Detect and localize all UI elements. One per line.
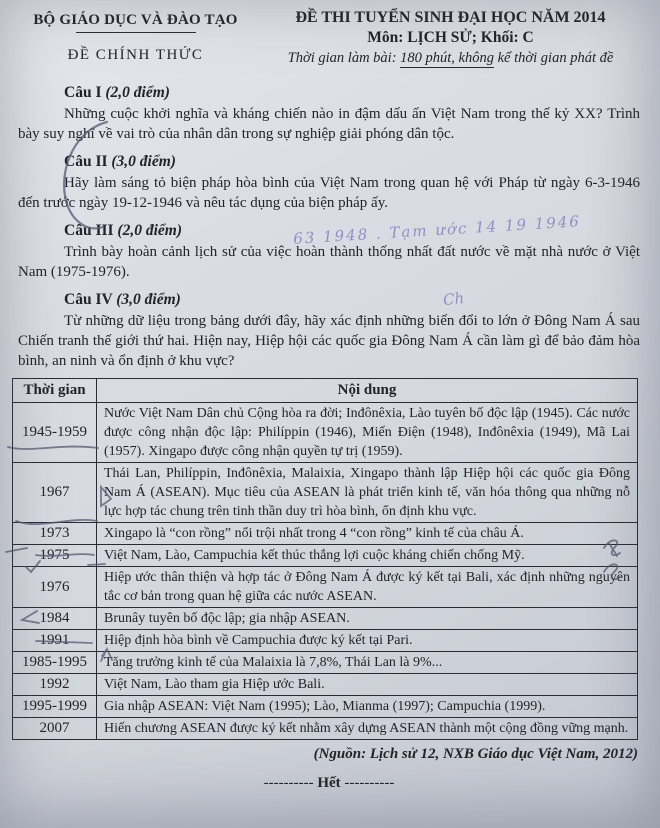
exam-duration [261,50,640,67]
question-4 [18,288,640,371]
exam-type-label: ĐỀ CHÍNH THỨC [67,47,204,63]
table-row [13,463,638,523]
table-row [13,652,638,674]
question-4-label: Câu IV [64,291,113,308]
question-1-heading [64,84,640,102]
exam-subject: Môn: LỊCH SỬ; Khối: C [367,29,534,46]
row-content: Gia nhập ASEAN: Việt Nam (1995); Lào, Mianma (1997); Campuchia (1999). [97,696,638,718]
row-time: 1991 [13,630,97,652]
row-content: Hiệp định hòa bình về Campuchia được ký kết tại Pari. [97,630,638,652]
row-time: 1992 [13,674,97,696]
header-rule [76,32,196,33]
end-dash-right: ---------- [344,775,395,791]
row-content: Brunây tuyên bố độc lập; gia nhập ASEAN. [97,608,638,630]
header [18,9,640,67]
row-time: 1967 [13,463,97,523]
table-row [13,403,638,463]
row-content: Việt Nam, Lào tham gia Hiệp ước Bali. [97,674,638,696]
row-content: Hiến chương ASEAN được ký kết nhằm xây dựng ASEAN thành một cộng đồng vững mạnh. [97,718,638,740]
table-row [13,630,638,652]
end-dash-left: ---------- [263,775,314,791]
row-content: Tăng trưởng kinh tế của Malaixia là 7,8%, Thái Lan là 9%... [97,652,638,674]
table-row [13,567,638,608]
question-2-heading [64,153,640,171]
table-header-row [13,379,638,403]
question-3-text: Trình bày hoàn cảnh lịch sử của việc hoàn thành thống nhất đất nước về mặt nhà nước ở Việt Nam (1975-1976). [18,244,640,280]
row-content: Xingapo là “con rồng” nổi trội nhất trong 4 “con rồng” kinh tế của châu Á. [97,523,638,545]
table-row [13,523,638,545]
source-citation: (Nguồn: Lịch sử 12, NXB Giáo dục Việt Nam, 2012) [313,746,638,762]
duration-suffix: kể thời gian phát đề [494,50,614,66]
question-3 [18,222,640,282]
question-1 [18,84,640,144]
question-1-text: Những cuộc khởi nghĩa và kháng chiến nào in đậm dấu ấn Việt Nam trong thế kỷ XX? Trình bày suy nghĩ về vai trò của nhân dân trong sự nghiệp giải phóng dân tộc. [18,106,640,142]
table-row [13,696,638,718]
row-time: 1985-1995 [13,652,97,674]
question-2-points: (3,0 điểm) [111,153,176,170]
duration-underlined: 180 phút, không [400,50,494,66]
question-1-points: (2,0 điểm) [105,84,170,101]
header-right [253,9,640,67]
row-time: 2007 [13,718,97,740]
row-time: 1995-1999 [13,696,97,718]
column-header-time: Thời gian [13,379,97,403]
question-1-label: Câu I [64,84,102,101]
end-label: Hết [317,775,341,791]
data-table [12,378,638,740]
table-row [13,718,638,740]
table-row [13,545,638,567]
question-3-label: Câu III [64,222,114,239]
question-4-text: Từ những dữ liệu trong bảng dưới đây, hãy xác định những biến đổi to lớn ở Đông Nam Á sau Chiến tranh thế giới thứ hai. Hiện nay, Hiệp hội các quốc gia Đông Nam Á cần làm gì để bảo đảm hòa bình, an ninh và ổn định ở khu vực? [18,313,640,369]
question-2-text: Hãy làm sáng tỏ biện pháp hòa bình của Việt Nam trong quan hệ với Pháp từ ngày 6-3-1946 đến trước ngày 19-12-1946 và nêu tác dụng của biện pháp ấy. [18,175,640,211]
exam-title: ĐỀ THI TUYỂN SINH ĐẠI HỌC NĂM 2014 [295,9,606,26]
ministry-name: BỘ GIÁO DỤC VÀ ĐÀO TẠO [33,12,238,28]
column-header-content: Nội dung [97,379,638,403]
header-left [18,9,253,64]
row-content: Nước Việt Nam Dân chủ Cộng hòa ra đời; Inđônêxia, Lào tuyên bố độc lập (1945). Các nước được công nhận độc lập: Philíppin (1946), Miến Điện (1948), Inđônêxia (1949), Mã Lai (1957). Xingapo được công nhận quyền tự trị (1959). [97,403,638,463]
row-content: Thái Lan, Philíppin, Inđônêxia, Malaixia, Xingapo thành lập Hiệp hội các quốc gia Đông Nam Á (ASEAN). Mục tiêu của ASEAN là phát triển kinh tế, văn hóa thông qua những nỗ lực hợp tác chung trên tinh thần duy trì hòa bình, ổn định khu vực. [97,463,638,523]
row-time: 1973 [13,523,97,545]
handwritten-note-ch: Ch [442,288,466,310]
table-row [13,608,638,630]
row-time: 1976 [13,567,97,608]
row-time: 1984 [13,608,97,630]
handwritten-note-dates: 63 1948 . Tạm ước 14 19 1946 [292,212,582,248]
duration-prefix: Thời gian làm bài: [287,50,401,66]
question-3-points: (2,0 điểm) [117,222,182,239]
row-content: Hiệp ước thân thiện và hợp tác ở Đông Nam Á được ký kết tại Bali, xác định những nguyên tắc cơ bản trong quan hệ giữa các nước ASEAN. [97,567,638,608]
table-row [13,674,638,696]
row-time: 1945-1959 [13,403,97,463]
question-4-heading [64,288,640,310]
row-content: Việt Nam, Lào, Campuchia kết thúc thắng lợi cuộc kháng chiến chống Mỹ. [97,545,638,567]
question-4-points: (3,0 điểm) [116,291,181,308]
end-of-exam-line [18,775,640,792]
question-2-label: Câu II [64,153,108,170]
question-3-heading [64,222,640,240]
question-2 [18,153,640,213]
row-time: 1975 [13,545,97,567]
